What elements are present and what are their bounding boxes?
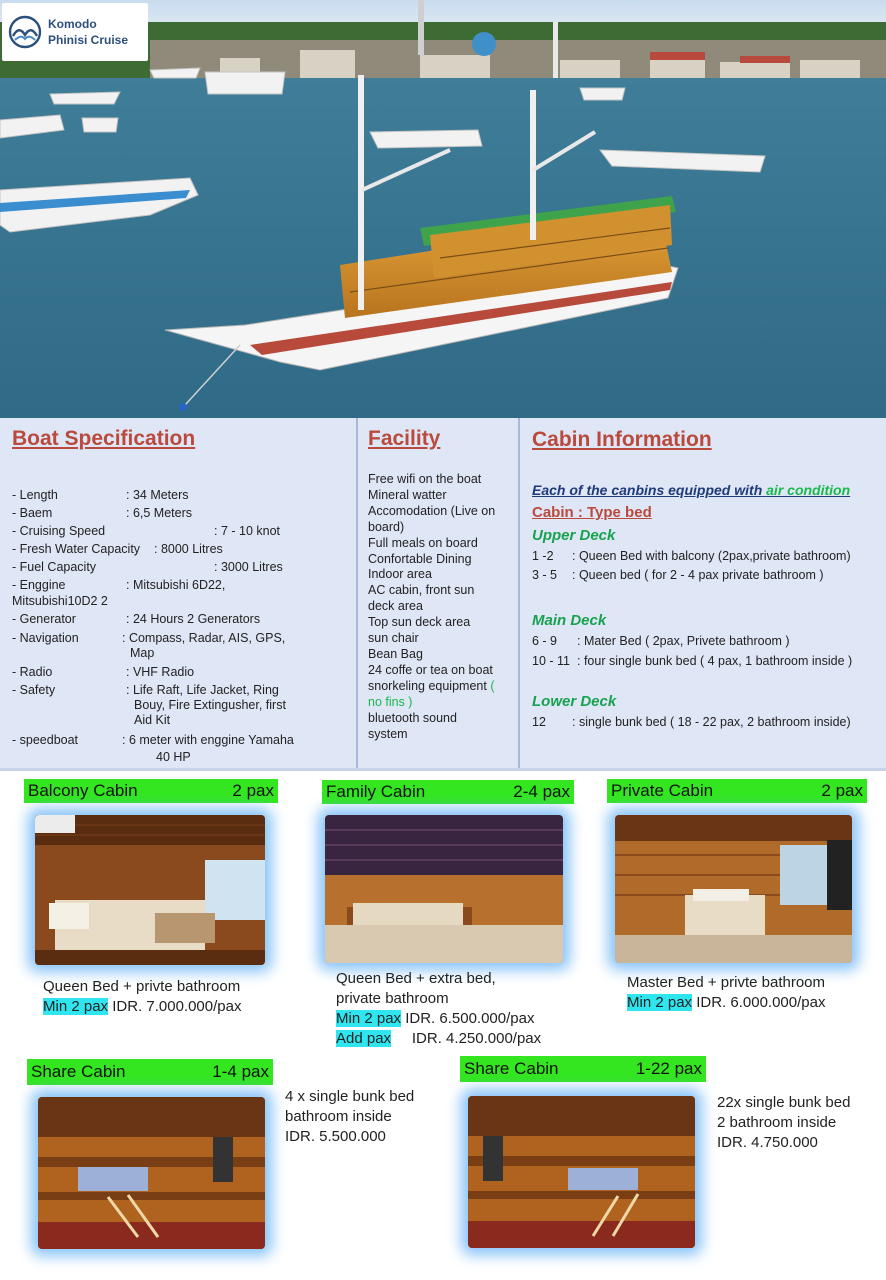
cabin-addpax-line	[336, 1029, 541, 1049]
cabin-price-line	[627, 993, 825, 1013]
facility-line: AC cabin, front sun	[368, 583, 475, 598]
facility-line: board)	[368, 519, 405, 534]
cabin-name: Share Cabin	[464, 1059, 559, 1078]
brand-line2: Phinisi Cruise	[48, 33, 129, 47]
spec-key: - Generator	[12, 612, 76, 626]
spec-value: Bouy, Fire Extingusher, first	[134, 698, 286, 712]
cabin-row-desc: : Queen Bed with balcony (2pax,private bathroom)	[572, 549, 851, 563]
cabin-price-line	[336, 1009, 541, 1029]
cabin-desc-line: Queen Bed + privte bathroom	[43, 978, 241, 995]
facility-line: no fins )	[368, 694, 413, 709]
spec-value: 40 HP	[156, 750, 191, 764]
cabin-price: IDR. 6.000.000/pax	[696, 994, 826, 1011]
balcony-cabin-photo	[35, 815, 265, 965]
cabin-name: Share Cabin	[31, 1062, 126, 1081]
facility-line: Accomodation (Live on	[368, 503, 496, 518]
brand-logo	[2, 3, 148, 61]
spec-key: - Enggine	[12, 578, 66, 592]
boat-specification-panel	[0, 418, 356, 768]
air-condition-text: air condition	[766, 482, 851, 498]
spec-value: : 7 - 10 knot	[214, 524, 281, 538]
spec-value: : 6 meter with enggine Yamaha	[122, 733, 294, 747]
cabin-pax: 1-22 pax	[635, 1059, 702, 1078]
cabin-row-desc: : single bunk bed ( 18 - 22 pax, 2 bathroom inside)	[572, 715, 851, 729]
cabin-desc-line: Queen Bed + extra bed,	[336, 970, 496, 987]
harbor-illustration	[0, 0, 886, 418]
cabin-name: Balcony Cabin	[28, 781, 138, 800]
share-cabin-small-desc	[285, 1087, 414, 1147]
upper-deck-heading: Upper Deck	[532, 527, 616, 544]
balcony-cabin-desc	[43, 977, 241, 1017]
cabin-desc-line: 4 x single bunk bed	[285, 1088, 415, 1105]
facility-paren: (	[490, 678, 495, 693]
cabin-desc-line: 2 bathroom inside	[717, 1114, 837, 1131]
private-cabin-photo	[615, 815, 852, 963]
cabin-pax: 1-4 pax	[212, 1062, 269, 1081]
brand-line1: Komodo	[48, 17, 97, 31]
spec-value: : Compass, Radar, AIS, GPS,	[122, 631, 286, 645]
cabin-type-heading: Cabin : Type bed	[532, 504, 652, 521]
facility-line: Free wifi on the boat	[368, 472, 482, 486]
main-deck-heading: Main Deck	[532, 612, 607, 629]
cabin-illustration	[468, 1096, 695, 1248]
cabin-illustration	[38, 1097, 265, 1249]
cabin-desc-line: 22x single bunk bed	[717, 1094, 851, 1111]
cabin-illustration	[35, 815, 265, 965]
facility-line: Full meals on board	[368, 535, 478, 550]
share-cabin-large-tag	[460, 1056, 706, 1082]
cabin-desc-line: IDR. 5.500.000	[285, 1128, 386, 1145]
spec-value: : Mitsubishi 6D22,	[126, 578, 226, 592]
cabin-row-number: 3 - 5	[532, 568, 558, 582]
add-pax-badge: Add pax	[336, 1030, 392, 1047]
cabin-row-desc: : Mater Bed ( 2pax, Privete bathroom )	[577, 634, 790, 648]
cabin-desc-line: bathroom inside	[285, 1108, 392, 1125]
cabin-pax: 2 pax	[232, 781, 274, 800]
spec-value: : 6,5 Meters	[126, 506, 192, 520]
family-cabin-desc	[336, 969, 541, 1049]
lower-deck-heading: Lower Deck	[532, 693, 617, 710]
cabin-information-title: Cabin Information	[532, 428, 712, 451]
min-pax-badge: Min 2 pax	[43, 998, 109, 1015]
spec-key: - speedboat	[12, 733, 79, 747]
spec-value: : VHF Radio	[126, 665, 195, 679]
spec-value: Aid Kit	[134, 713, 171, 727]
cabin-pax: 2-4 pax	[513, 782, 570, 801]
facility-line: deck area	[368, 599, 423, 614]
cabin-price: IDR. 6.500.000/pax	[405, 1010, 535, 1027]
spec-key: - Fresh Water Capacity	[12, 542, 141, 556]
facility-title: Facility	[368, 427, 441, 450]
boat-specification-title: Boat Specification	[12, 427, 196, 450]
spec-key: - Cruising Speed	[12, 524, 106, 538]
hero-boat-photo	[0, 0, 886, 418]
facility-line: Bean Bag	[368, 646, 423, 661]
min-pax-badge: Min 2 pax	[336, 1010, 402, 1027]
balcony-cabin-tag	[24, 779, 278, 803]
share-cabin-large-photo	[468, 1096, 695, 1248]
cabin-illustration	[325, 815, 563, 963]
wave-logo-icon	[8, 15, 42, 49]
cabin-desc-line: IDR. 4.750.000	[717, 1134, 818, 1151]
private-cabin-desc	[627, 973, 825, 1013]
cabin-price: IDR. 7.000.000/pax	[112, 998, 242, 1015]
facility-line: 24 coffe or tea on boat	[368, 662, 493, 677]
min-pax-badge: Min 2 pax	[627, 994, 693, 1011]
spec-value: : 24 Hours 2 Generators	[126, 612, 261, 626]
spec-key: - Radio	[12, 665, 53, 679]
spec-value: : 3000 Litres	[214, 560, 283, 574]
spec-value: : 34 Meters	[126, 488, 189, 502]
facility-line: system	[368, 726, 408, 741]
cabin-desc-line: private bathroom	[336, 990, 449, 1007]
facility-list	[368, 472, 508, 742]
cabin-name: Private Cabin	[611, 781, 714, 800]
spec-key: Mitsubishi10D2 2	[12, 594, 108, 608]
cabin-name: Family Cabin	[326, 782, 426, 801]
cabin-row-number: 6 - 9	[532, 634, 558, 648]
cabin-pax: 2 pax	[821, 781, 863, 800]
facility-line: bluetooth sound	[368, 710, 457, 725]
spec-key: - Length	[12, 488, 58, 502]
cabin-row-desc: : Queen bed ( for 2 - 4 pax private bathroom )	[572, 568, 824, 582]
family-cabin-photo	[325, 815, 563, 963]
section-divider	[0, 768, 886, 771]
cabin-ac-note: Each of the canbins equipped with air condition	[532, 482, 851, 498]
facility-line: Indoor area	[368, 567, 432, 582]
spec-value: Map	[130, 646, 155, 660]
share-cabin-large-desc	[717, 1093, 850, 1153]
cabin-row-desc: : four single bunk bed ( 4 pax, 1 bathroom inside )	[577, 654, 853, 668]
facility-line: sun chair	[368, 631, 419, 646]
add-pax-price: IDR. 4.250.000/pax	[411, 1030, 542, 1047]
facility-line: Top sun deck area	[368, 615, 471, 630]
cabin-row-number: 1 -2	[532, 549, 554, 563]
spec-key: - Safety	[12, 683, 56, 697]
spec-value: : 8000 Litres	[154, 542, 223, 556]
spec-key: - Navigation	[12, 631, 79, 645]
facility-line: snorkeling equipment (	[368, 678, 495, 693]
cabin-desc-line: Master Bed + privte bathroom	[627, 974, 826, 991]
spec-key: - Fuel Capacity	[12, 560, 97, 574]
family-cabin-tag	[322, 780, 574, 804]
cabin-row-number: 12	[532, 715, 546, 729]
cabin-illustration	[615, 815, 852, 963]
cabin-price-line	[43, 997, 241, 1017]
spec-key: - Baem	[12, 506, 53, 520]
cabin-row-number: 10 - 11	[532, 654, 570, 668]
facility-line: Confortable Dining	[368, 551, 472, 566]
share-cabin-small-tag	[27, 1059, 273, 1085]
facility-line: Mineral watter	[368, 487, 447, 502]
spec-value: : Life Raft, Life Jacket, Ring	[126, 683, 279, 697]
private-cabin-tag	[607, 779, 867, 803]
share-cabin-small-photo	[38, 1097, 265, 1249]
